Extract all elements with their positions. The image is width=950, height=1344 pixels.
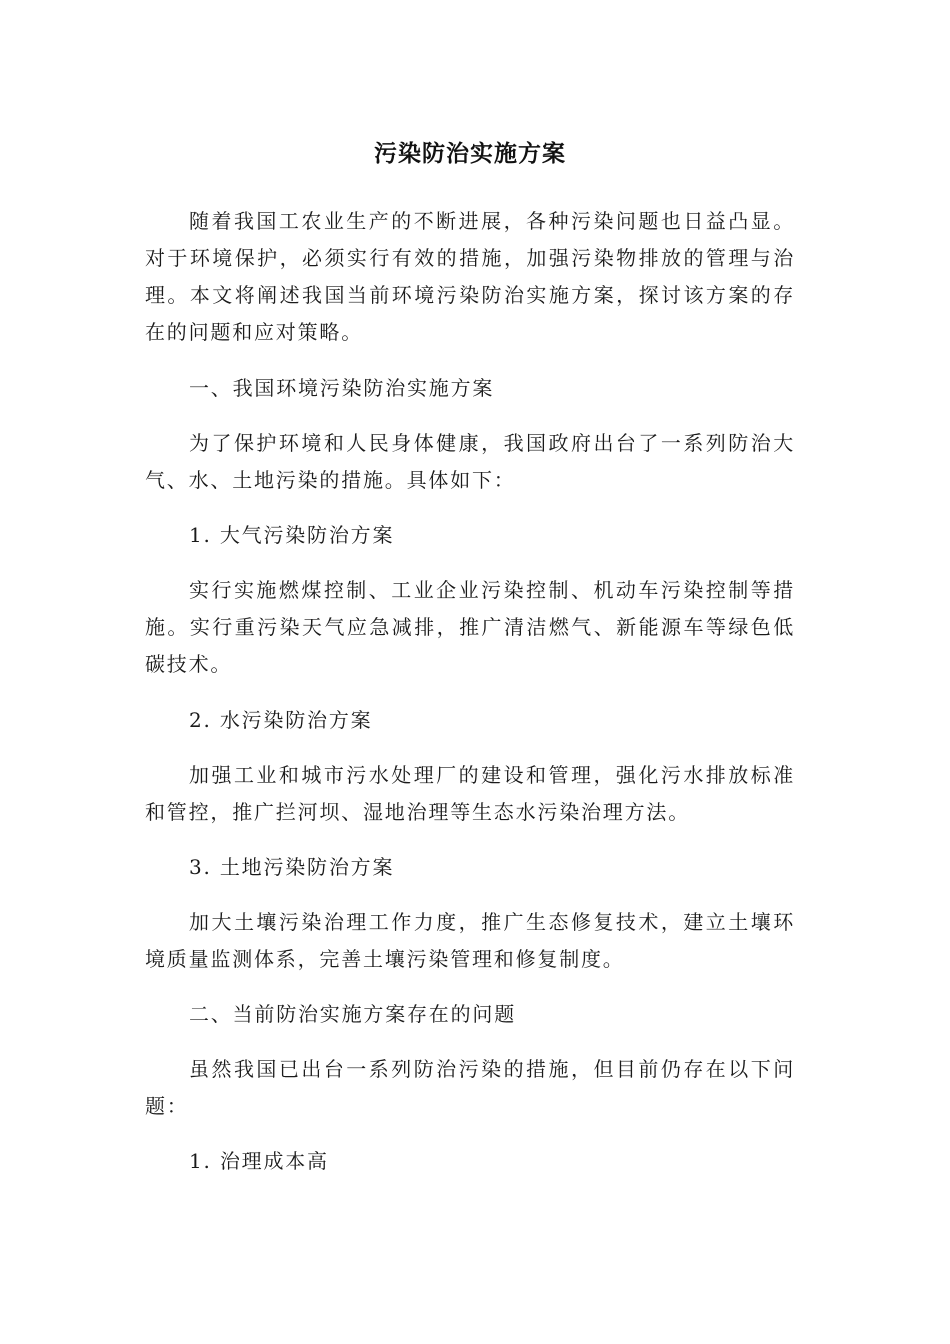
- subsection-1-2-paragraph: 加强工业和城市污水处理厂的建设和管理，强化污水排放标准和管控，推广拦河坝、湿地治理等生态水污染治理方法。: [145, 763, 795, 824]
- section-heading-1: 一、我国环境污染防治实施方案: [189, 376, 495, 400]
- subsection-1-1-paragraph: 实行实施燃煤控制、工业企业污染控制、机动车污染控制等措施。实行重污染天气应急减排，推广清洁燃气、新能源车等绿色低碳技术。: [145, 578, 795, 676]
- document-title: 污染防治实施方案: [374, 141, 566, 167]
- subsection-heading-1-1: 1. 大气污染防治方案: [189, 523, 395, 547]
- intro-paragraph: 随着我国工农业生产的不断进展，各种污染问题也日益凸显。对于环境保护，必须实行有效的措施，加强污染物排放的管理与治理。本文将阐述我国当前环境污染防治实施方案，探讨该方案的存在的问题和应对策略。: [145, 209, 795, 344]
- section-heading-2: 二、当前防治实施方案存在的问题: [189, 1002, 516, 1026]
- subsection-1-3-paragraph: 加大土壤污染治理工作力度，推广生态修复技术，建立土壤环境质量监测体系，完善土壤污染管理和修复制度。: [145, 910, 795, 971]
- subsection-heading-2-1: 1. 治理成本高: [189, 1149, 329, 1173]
- section-1-paragraph: 为了保护环境和人民身体健康，我国政府出台了一系列防治大气、水、土地污染的措施。具体如下：: [145, 431, 795, 492]
- section-2-paragraph: 虽然我国已出台一系列防治污染的措施，但目前仍存在以下问题：: [145, 1057, 795, 1118]
- subsection-heading-1-2: 2. 水污染防治方案: [189, 708, 373, 732]
- subsection-heading-1-3: 3. 土地污染防治方案: [189, 855, 395, 879]
